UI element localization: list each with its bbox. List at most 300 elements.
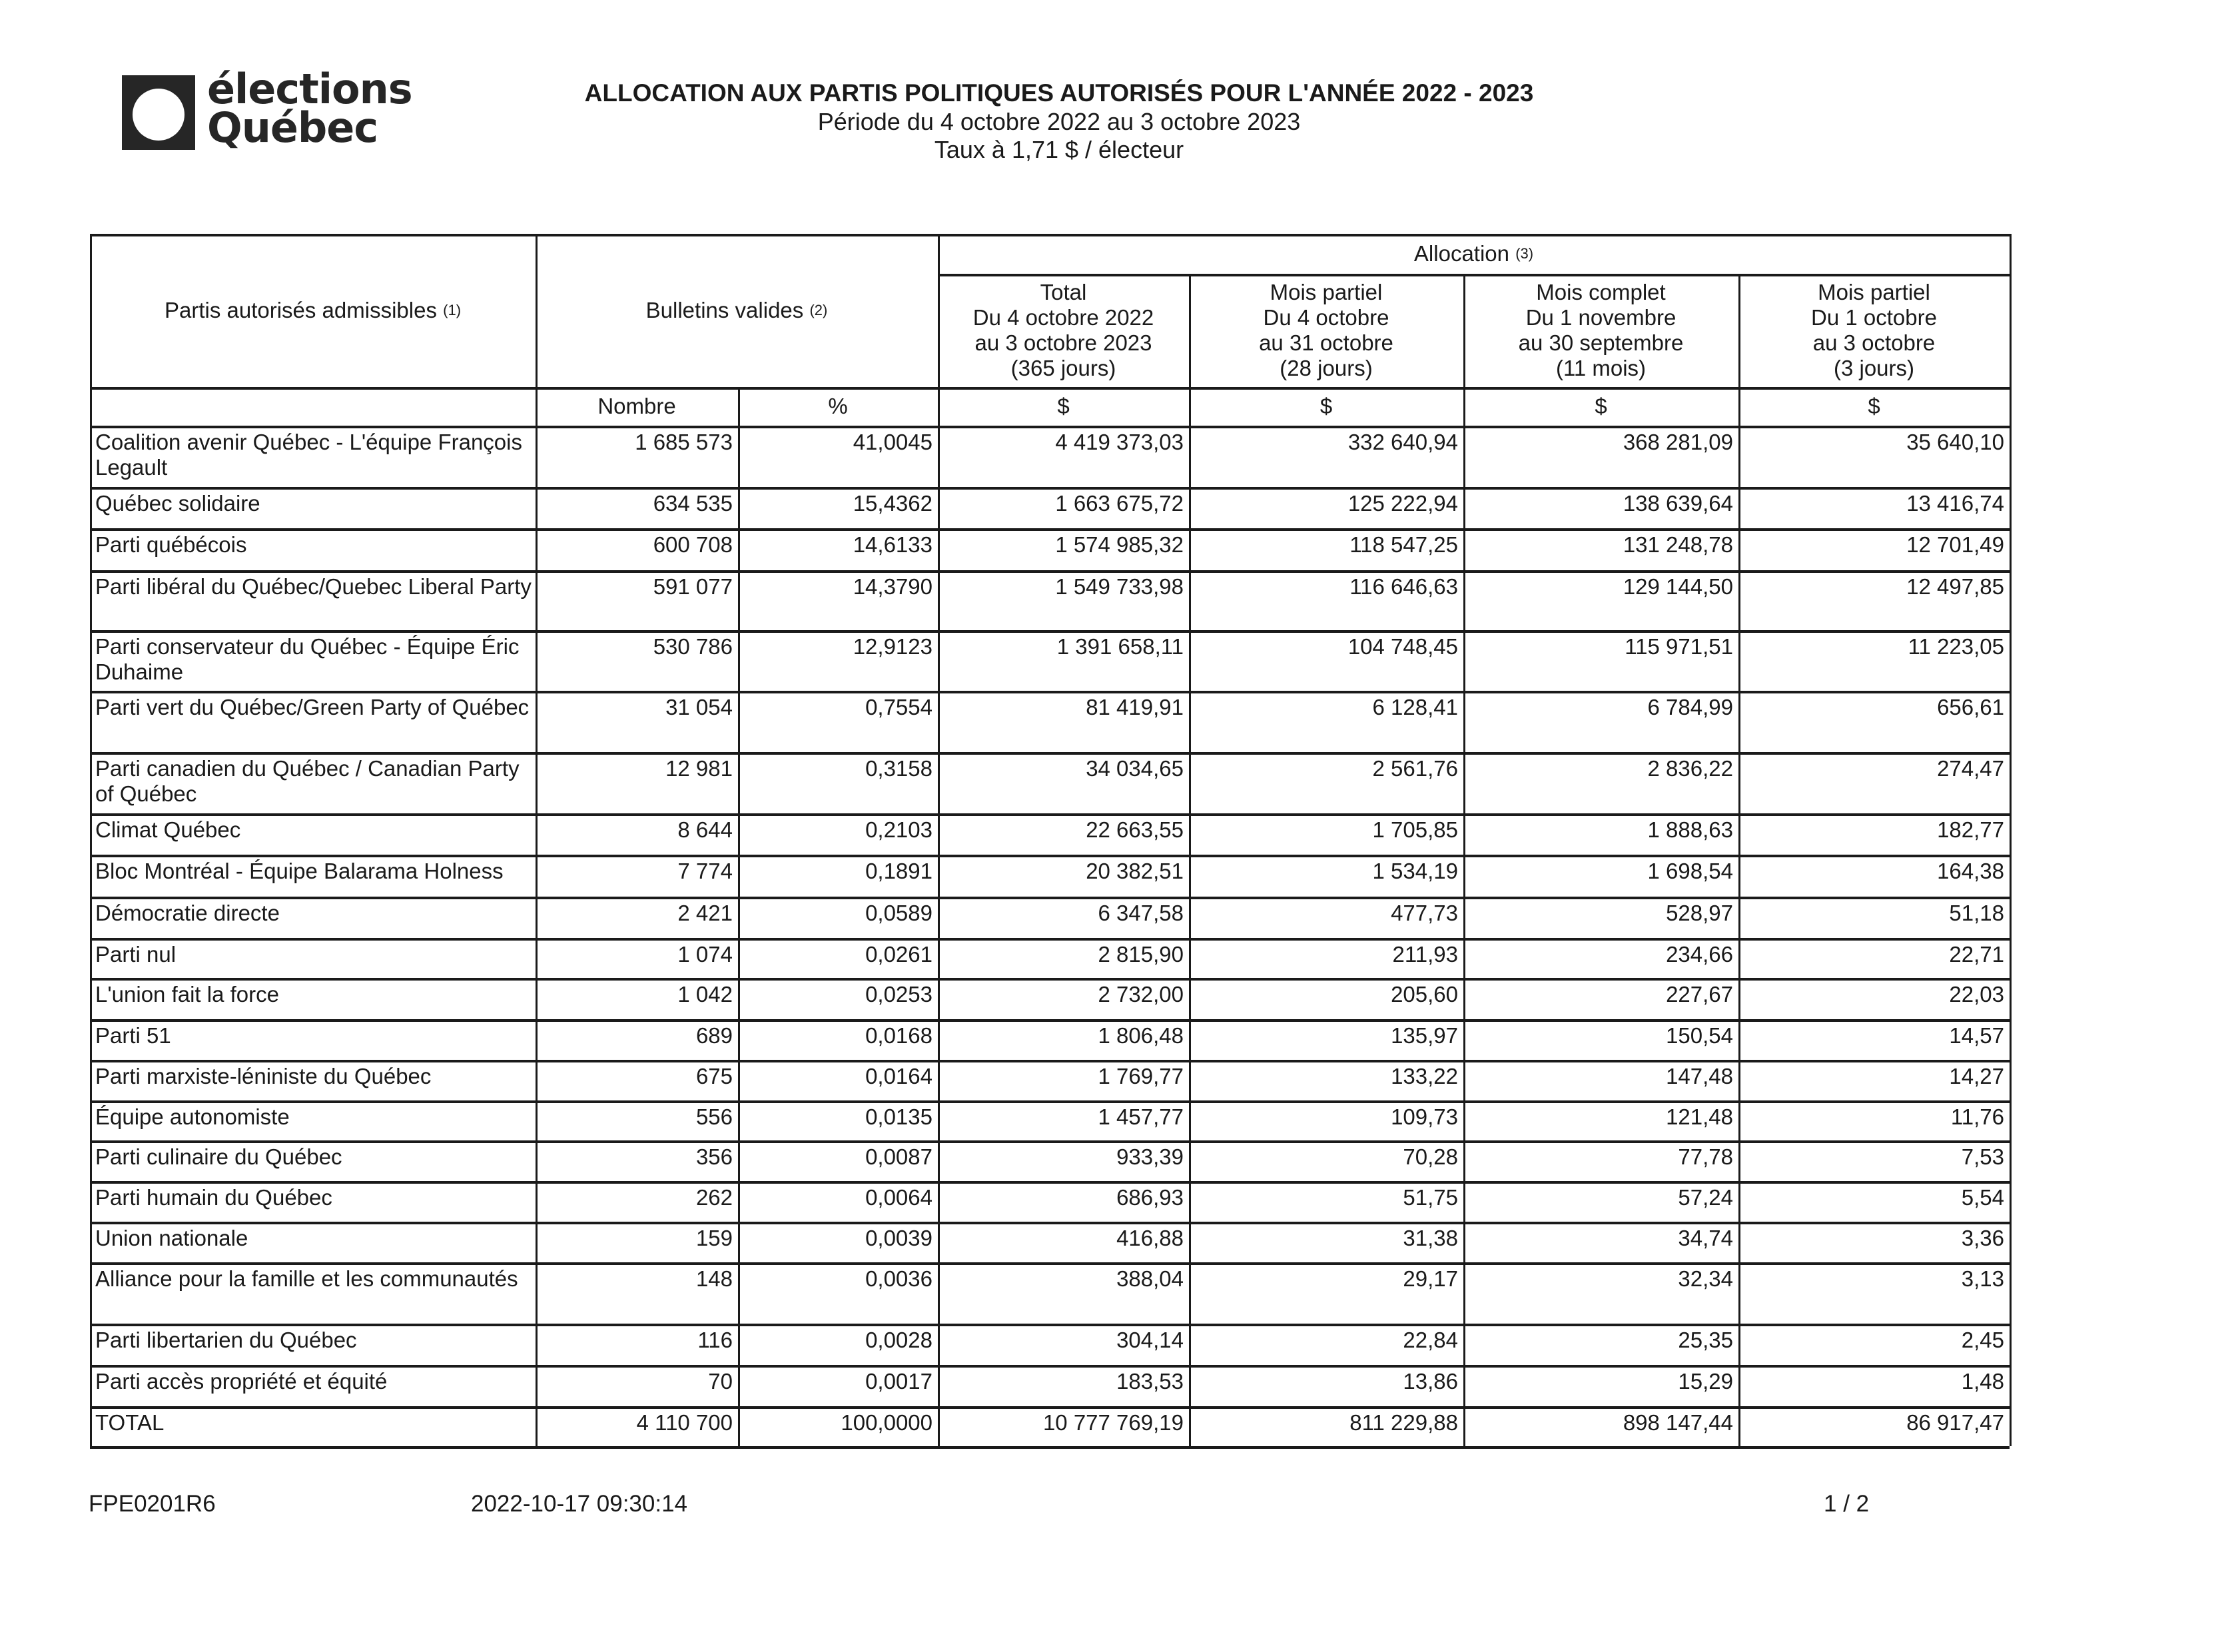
value-text: 332 640,94 xyxy=(1347,430,1458,454)
value-end xyxy=(1738,752,2010,813)
print-timestamp: 2022-10-17 09:30:14 xyxy=(471,1491,687,1517)
value-pct xyxy=(738,570,938,630)
value-text: 1 698,54 xyxy=(1647,859,1733,883)
header-line: Mois complet xyxy=(1536,280,1666,304)
value-oct xyxy=(1189,1324,1463,1365)
value-months xyxy=(1463,570,1738,630)
header-line: Du 1 octobre xyxy=(1811,305,1937,330)
value-pct xyxy=(738,1222,938,1262)
value-text: 0,0064 xyxy=(865,1185,932,1210)
value-nombre xyxy=(536,752,738,813)
value-total xyxy=(938,897,1189,938)
value-text: 205,60 xyxy=(1391,982,1458,1007)
header-line: (11 mois) xyxy=(1555,356,1647,380)
value-total xyxy=(938,1019,1189,1060)
value-text: 159 xyxy=(695,1226,733,1250)
party-name xyxy=(90,691,536,752)
value-end xyxy=(1738,1324,2010,1365)
value-months xyxy=(1463,1019,1738,1060)
value-text: 0,0087 xyxy=(865,1144,932,1169)
value-total xyxy=(938,938,1189,978)
logo-square-icon xyxy=(122,75,195,150)
value-text: 13 416,74 xyxy=(1906,491,2004,516)
value-oct xyxy=(1189,1140,1463,1181)
party-name xyxy=(90,1181,536,1222)
value-nombre xyxy=(536,897,738,938)
value-end xyxy=(1738,1222,2010,1262)
value-end xyxy=(1738,570,2010,630)
value-pct xyxy=(738,1181,938,1222)
value-text: 0,0036 xyxy=(865,1266,932,1291)
party-name-text: Parti conservateur du Québec - Équipe Éric Duhaime xyxy=(95,634,520,684)
value-text: 129 144,50 xyxy=(1623,574,1733,599)
party-name xyxy=(90,487,536,528)
value-text: 1 549 733,98 xyxy=(1055,574,1184,599)
value-nombre xyxy=(536,978,738,1019)
value-text: 1,48 xyxy=(1961,1369,2004,1394)
value-text: 116 646,63 xyxy=(1349,574,1458,599)
value-pct xyxy=(738,1100,938,1140)
value-end xyxy=(1738,855,2010,897)
party-name xyxy=(90,528,536,570)
value-text: 135,97 xyxy=(1391,1023,1458,1048)
value-pct xyxy=(738,1365,938,1406)
unit-header xyxy=(738,387,938,426)
party-name xyxy=(90,752,536,813)
unit-label: $ xyxy=(1057,394,1070,418)
value-pct xyxy=(738,855,938,897)
value-text: 22 663,55 xyxy=(1086,817,1184,842)
value-nombre xyxy=(536,813,738,855)
party-name xyxy=(90,855,536,897)
value-nombre xyxy=(536,528,738,570)
value-text: 14,3790 xyxy=(853,574,932,599)
value-months xyxy=(1463,1100,1738,1140)
value-text: 1 457,77 xyxy=(1098,1104,1184,1129)
value-oct xyxy=(1189,1406,1463,1446)
header-party: Partis autorisés admissibles (1) xyxy=(164,298,462,322)
value-text: 6 347,58 xyxy=(1098,901,1184,925)
value-months xyxy=(1463,1262,1738,1324)
value-end xyxy=(1738,1060,2010,1100)
elections-quebec-logo xyxy=(122,65,415,162)
value-end xyxy=(1738,1365,2010,1406)
header-allocation-label: Allocation xyxy=(1413,241,1510,266)
value-total xyxy=(938,1262,1189,1324)
party-name-text: Parti humain du Québec xyxy=(95,1185,332,1210)
value-oct xyxy=(1189,1365,1463,1406)
value-text: 0,1891 xyxy=(865,859,932,883)
value-text: 12,9123 xyxy=(853,634,932,659)
header-ballots: Bulletins valides (2) xyxy=(645,298,828,322)
value-oct xyxy=(1189,1262,1463,1324)
value-oct xyxy=(1189,897,1463,938)
value-total xyxy=(938,528,1189,570)
party-name xyxy=(90,570,536,630)
value-end xyxy=(1738,630,2010,691)
value-text: 0,0253 xyxy=(865,982,932,1007)
value-text: 0,2103 xyxy=(865,817,932,842)
party-name-text: Parti vert du Québec/Green Party of Québec xyxy=(95,695,530,719)
value-text: 4 419 373,03 xyxy=(1055,430,1184,454)
header-ballots-label: Bulletins valides xyxy=(645,298,804,322)
value-text: 183,53 xyxy=(1116,1369,1184,1394)
value-months xyxy=(1463,1181,1738,1222)
header-line: au 3 octobre 2023 xyxy=(974,330,1152,355)
value-text: 12 701,49 xyxy=(1906,532,2004,557)
value-text: 51,18 xyxy=(1949,901,2004,925)
value-oct xyxy=(1189,1100,1463,1140)
party-name xyxy=(90,1140,536,1181)
header-allocation: Allocation (3) xyxy=(1413,241,1534,266)
value-text: 368 281,09 xyxy=(1623,430,1733,454)
value-text: 3,36 xyxy=(1961,1226,2004,1250)
party-name xyxy=(90,1324,536,1365)
value-total xyxy=(938,691,1189,752)
value-oct xyxy=(1189,978,1463,1019)
value-text: 14,57 xyxy=(1949,1023,2004,1048)
value-pct xyxy=(738,938,938,978)
value-months xyxy=(1463,1060,1738,1100)
value-end xyxy=(1738,1406,2010,1446)
rate-text: Taux à 1,71 $ / électeur xyxy=(934,136,1184,163)
value-nombre xyxy=(536,691,738,752)
unit-header xyxy=(1189,387,1463,426)
value-months xyxy=(1463,1365,1738,1406)
value-oct xyxy=(1189,570,1463,630)
value-pct xyxy=(738,1019,938,1060)
value-text: 530 786 xyxy=(653,634,733,659)
value-pct xyxy=(738,691,938,752)
value-months xyxy=(1463,426,1738,487)
value-text: 0,7554 xyxy=(865,695,932,719)
value-text: 227,67 xyxy=(1666,982,1733,1007)
value-months xyxy=(1463,1140,1738,1181)
value-total xyxy=(938,1140,1189,1181)
value-total xyxy=(938,1324,1189,1365)
value-text: 34,74 xyxy=(1678,1226,1733,1250)
allocation-table xyxy=(90,234,2010,1446)
value-text: 81 419,91 xyxy=(1086,695,1184,719)
party-name xyxy=(90,1262,536,1324)
header-line: (3 jours) xyxy=(1833,356,1915,380)
value-text: 634 535 xyxy=(653,491,733,516)
value-text: 34 034,65 xyxy=(1086,756,1184,781)
value-nombre xyxy=(536,1019,738,1060)
value-text: 116 xyxy=(697,1328,733,1352)
header-allocation-period xyxy=(1738,274,2010,387)
value-nombre xyxy=(536,1365,738,1406)
value-total xyxy=(938,1100,1189,1140)
value-oct xyxy=(1189,630,1463,691)
unit-header xyxy=(938,387,1189,426)
value-text: 2,45 xyxy=(1961,1328,2004,1352)
value-nombre xyxy=(536,1181,738,1222)
value-text: 689 xyxy=(695,1023,733,1048)
value-text: 86 917,47 xyxy=(1906,1410,2004,1435)
value-pct xyxy=(738,1140,938,1181)
document-header xyxy=(533,79,1585,164)
value-text: 1 663 675,72 xyxy=(1055,491,1184,516)
value-text: 22,71 xyxy=(1949,942,2004,967)
value-text: 109,73 xyxy=(1391,1104,1458,1129)
value-pct xyxy=(738,1060,938,1100)
value-pct xyxy=(738,813,938,855)
value-months xyxy=(1463,897,1738,938)
value-total xyxy=(938,978,1189,1019)
value-months xyxy=(1463,528,1738,570)
party-name-text: Climat Québec xyxy=(95,817,241,842)
value-text: 388,04 xyxy=(1116,1266,1184,1291)
document-title: ALLOCATION AUX PARTIS POLITIQUES AUTORISÉS POUR L'ANNÉE 2022 - 2023 xyxy=(584,79,1534,107)
party-name-text: Coalition avenir Québec - L'équipe François Legault xyxy=(95,430,522,480)
unit-label: % xyxy=(828,394,848,418)
value-end xyxy=(1738,938,2010,978)
value-nombre xyxy=(536,938,738,978)
value-text: 0,0589 xyxy=(865,901,932,925)
value-nombre xyxy=(536,1324,738,1365)
value-text: 528,97 xyxy=(1666,901,1733,925)
value-text: 20 382,51 xyxy=(1086,859,1184,883)
value-text: 1 391 658,11 xyxy=(1056,634,1184,659)
value-text: 262 xyxy=(695,1185,733,1210)
value-total xyxy=(938,426,1189,487)
value-months xyxy=(1463,855,1738,897)
value-text: 125 222,94 xyxy=(1347,491,1458,516)
value-end xyxy=(1738,1019,2010,1060)
value-text: 12 497,85 xyxy=(1906,574,2004,599)
value-text: 0,0164 xyxy=(865,1064,932,1088)
value-text: 35 640,10 xyxy=(1906,430,2004,454)
value-pct xyxy=(738,426,938,487)
value-text: 591 077 xyxy=(653,574,733,599)
value-nombre xyxy=(536,1406,738,1446)
value-end xyxy=(1738,813,2010,855)
value-oct xyxy=(1189,528,1463,570)
header-allocation-period xyxy=(1189,274,1463,387)
party-name-text: Parti nul xyxy=(95,942,177,967)
header-line: Du 4 octobre xyxy=(1263,305,1389,330)
unit-label: $ xyxy=(1868,394,1880,418)
value-text: 686,93 xyxy=(1116,1185,1184,1210)
period-text: Période du 4 octobre 2022 au 3 octobre 2023 xyxy=(817,108,1301,135)
unit-label: Nombre xyxy=(597,394,676,418)
header-line: Du 4 octobre 2022 xyxy=(972,305,1154,330)
value-text: 25,35 xyxy=(1678,1328,1733,1352)
value-nombre xyxy=(536,1140,738,1181)
party-name-text: Bloc Montréal - Équipe Balarama Holness xyxy=(95,859,504,883)
value-text: 0,0135 xyxy=(865,1104,932,1129)
value-text: 31 054 xyxy=(665,695,733,719)
value-text: 121,48 xyxy=(1666,1104,1733,1129)
value-end xyxy=(1738,897,2010,938)
party-name-text: Parti culinaire du Québec xyxy=(95,1144,342,1169)
value-total xyxy=(938,752,1189,813)
value-text: 70 xyxy=(708,1369,733,1394)
value-text: 51,75 xyxy=(1403,1185,1458,1210)
value-total xyxy=(938,630,1189,691)
value-nombre xyxy=(536,426,738,487)
header-line: Mois partiel xyxy=(1818,280,1930,304)
party-name xyxy=(90,1222,536,1262)
value-total xyxy=(938,570,1189,630)
header-line: au 30 septembre xyxy=(1518,330,1684,355)
party-name xyxy=(90,426,536,487)
party-name xyxy=(90,813,536,855)
value-text: 811 229,88 xyxy=(1349,1410,1458,1435)
header-line: au 31 octobre xyxy=(1259,330,1393,355)
value-text: 356 xyxy=(695,1144,733,1169)
value-text: 3,13 xyxy=(1961,1266,2004,1291)
unit-header xyxy=(1463,387,1738,426)
value-text: 57,24 xyxy=(1678,1185,1733,1210)
value-text: 234,66 xyxy=(1666,942,1733,967)
logo-text: élections Québec xyxy=(207,65,412,152)
value-text: 118 547,25 xyxy=(1349,532,1458,557)
value-text: 211,93 xyxy=(1392,942,1458,967)
form-code: FPE0201R6 xyxy=(89,1491,216,1517)
value-text: 2 815,90 xyxy=(1098,942,1184,967)
value-text: 2 836,22 xyxy=(1647,756,1733,781)
value-months xyxy=(1463,1406,1738,1446)
header-line: Mois partiel xyxy=(1270,280,1383,304)
party-name xyxy=(90,1060,536,1100)
value-text: 0,0168 xyxy=(865,1023,932,1048)
party-name-text: Parti marxiste-léniniste du Québec xyxy=(95,1064,432,1088)
value-text: 2 732,00 xyxy=(1098,982,1184,1007)
value-text: 148 xyxy=(695,1266,733,1291)
value-pct xyxy=(738,487,938,528)
party-name-text: Parti libéral du Québec/Quebec Liberal Party xyxy=(95,574,532,599)
value-text: 416,88 xyxy=(1116,1226,1184,1250)
header-allocation-period xyxy=(938,274,1189,387)
value-text: 31,38 xyxy=(1403,1226,1458,1250)
value-text: 10 777 769,19 xyxy=(1042,1410,1184,1435)
total-row-label xyxy=(90,1406,536,1446)
value-end xyxy=(1738,1140,2010,1181)
value-nombre xyxy=(536,1100,738,1140)
value-text: 164,38 xyxy=(1937,859,2004,883)
value-text: 6 784,99 xyxy=(1647,695,1733,719)
value-nombre xyxy=(536,570,738,630)
value-oct xyxy=(1189,855,1463,897)
value-text: 2 421 xyxy=(677,901,733,925)
value-text: 1 769,77 xyxy=(1098,1064,1184,1088)
value-oct xyxy=(1189,1222,1463,1262)
value-total xyxy=(938,487,1189,528)
value-pct xyxy=(738,630,938,691)
value-nombre xyxy=(536,630,738,691)
party-name-text: Équipe autonomiste xyxy=(95,1104,290,1129)
value-text: 1 534,19 xyxy=(1372,859,1458,883)
value-text: 4 110 700 xyxy=(636,1410,733,1435)
value-nombre xyxy=(536,487,738,528)
value-total xyxy=(938,1406,1189,1446)
value-pct xyxy=(738,752,938,813)
value-text: 6 128,41 xyxy=(1372,695,1458,719)
party-name-text: Québec solidaire xyxy=(95,491,260,516)
value-end xyxy=(1738,1262,2010,1324)
value-oct xyxy=(1189,691,1463,752)
header-line: Du 1 novembre xyxy=(1525,305,1677,330)
value-text: 2 561,76 xyxy=(1372,756,1458,781)
value-end xyxy=(1738,1100,2010,1140)
party-name-text: L'union fait la force xyxy=(95,982,279,1007)
value-months xyxy=(1463,752,1738,813)
party-name-text: Parti accès propriété et équité xyxy=(95,1369,388,1394)
value-total xyxy=(938,1365,1189,1406)
value-text: 556 xyxy=(695,1104,733,1129)
value-text: 675 xyxy=(695,1064,733,1088)
value-nombre xyxy=(536,1060,738,1100)
value-text: 1 806,48 xyxy=(1098,1023,1184,1048)
value-text: 8 644 xyxy=(677,817,733,842)
value-total xyxy=(938,855,1189,897)
value-end xyxy=(1738,1181,2010,1222)
value-text: 138 639,64 xyxy=(1623,491,1733,516)
value-pct xyxy=(738,1406,938,1446)
value-pct xyxy=(738,528,938,570)
value-text: 29,17 xyxy=(1403,1266,1458,1291)
value-oct xyxy=(1189,1060,1463,1100)
col-divider xyxy=(2010,234,2012,1446)
value-text: 32,34 xyxy=(1678,1266,1733,1291)
header-line: Total xyxy=(1040,280,1087,304)
header-line: (365 jours) xyxy=(1010,356,1116,380)
value-text: 115 971,51 xyxy=(1625,634,1733,659)
value-text: 15,4362 xyxy=(853,491,932,516)
value-months xyxy=(1463,978,1738,1019)
value-text: 0,0261 xyxy=(865,942,932,967)
party-name xyxy=(90,978,536,1019)
value-text: 477,73 xyxy=(1391,901,1458,925)
unit-header xyxy=(1738,387,2010,426)
party-name-text: Parti canadien du Québec / Canadian Party of Québec xyxy=(95,756,520,806)
value-nombre xyxy=(536,855,738,897)
value-text: 131 248,78 xyxy=(1623,532,1733,557)
value-nombre xyxy=(536,1262,738,1324)
value-total xyxy=(938,1060,1189,1100)
value-text: 13,86 xyxy=(1403,1369,1458,1394)
value-months xyxy=(1463,813,1738,855)
value-text: 7,53 xyxy=(1961,1144,2004,1169)
value-oct xyxy=(1189,813,1463,855)
value-oct xyxy=(1189,426,1463,487)
value-text: 147,48 xyxy=(1666,1064,1733,1088)
value-oct xyxy=(1189,487,1463,528)
value-pct xyxy=(738,897,938,938)
value-text: 182,77 xyxy=(1937,817,2004,842)
value-text: 22,84 xyxy=(1403,1328,1458,1352)
party-name xyxy=(90,897,536,938)
page-number: 1 / 2 xyxy=(1824,1491,1870,1517)
value-end xyxy=(1738,691,2010,752)
value-text: 11 223,05 xyxy=(1908,634,2004,659)
value-oct xyxy=(1189,1019,1463,1060)
value-text: 898 147,44 xyxy=(1623,1410,1733,1435)
value-text: 656,61 xyxy=(1937,695,2004,719)
value-text: 150,54 xyxy=(1666,1023,1733,1048)
value-oct xyxy=(1189,1181,1463,1222)
header-party-label: Partis autorisés admissibles xyxy=(164,298,437,322)
value-text: 0,0017 xyxy=(865,1369,932,1394)
value-text: 77,78 xyxy=(1678,1144,1733,1169)
value-text: 15,29 xyxy=(1678,1369,1733,1394)
value-text: 304,14 xyxy=(1116,1328,1184,1352)
unit-header xyxy=(536,387,738,426)
header-line: au 3 octobre xyxy=(1812,330,1936,355)
value-months xyxy=(1463,630,1738,691)
